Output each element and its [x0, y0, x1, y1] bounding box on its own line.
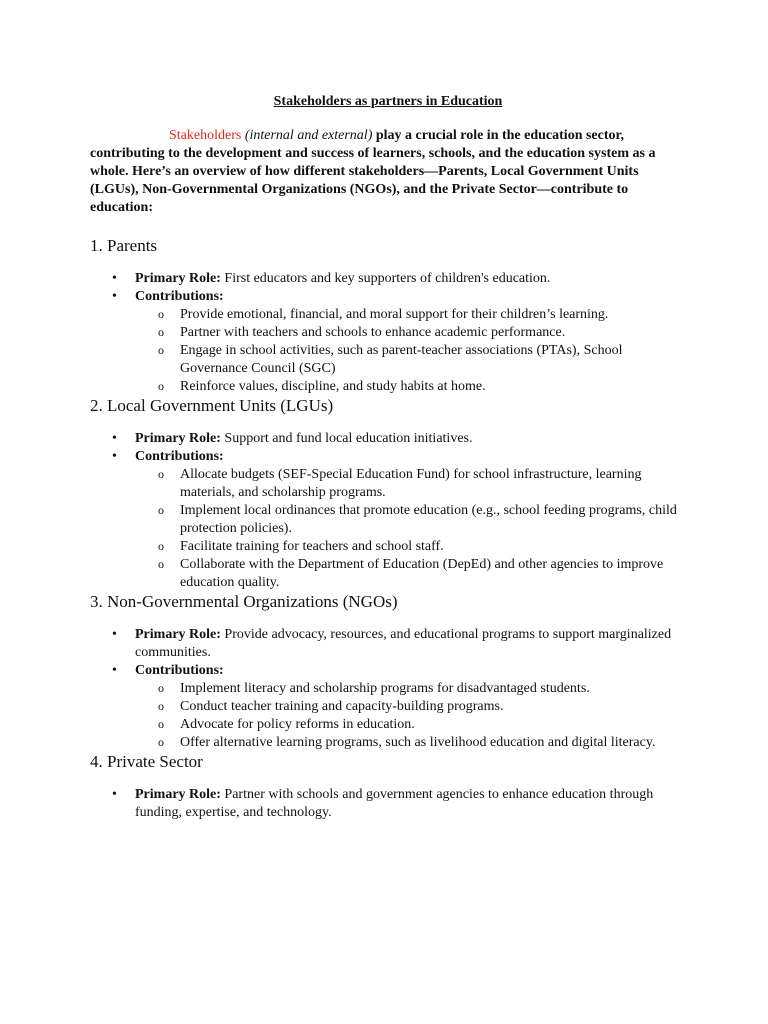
- document-title: Stakeholders as partners in Education: [273, 94, 503, 109]
- list-item-text: Conduct teacher training and capacity-building programs.: [180, 699, 504, 714]
- list-item: o Provide emotional, financial, and moral support for their children’s learning.: [90, 306, 680, 324]
- list-item: o Collaborate with the Department of Education (DepEd) and other agencies to improve education quality.: [90, 556, 680, 592]
- contributions-list: [135, 680, 680, 752]
- intro-paragraph: [90, 127, 680, 217]
- list-item: o Advocate for policy reforms in education.: [90, 716, 680, 734]
- primary-role-text: Partner with schools and government agencies to enhance education through funding, expertise, and technology.: [135, 787, 654, 820]
- primary-role-item: • Primary Role: First educators and key supporters of children's education.: [112, 271, 551, 286]
- contributions-label: Contributions:: [135, 289, 224, 304]
- section-list-private-sector: [90, 786, 680, 822]
- list-item-text: Implement local ordinances that promote education (e.g., school feeding programs, child protection policies).: [180, 503, 677, 536]
- list-item-text: Advocate for policy reforms in education.: [180, 717, 415, 732]
- contributions-list: [135, 306, 680, 396]
- primary-role-text: Support and fund local education initiatives.: [220, 431, 473, 446]
- list-item-text: Reinforce values, discipline, and study habits at home.: [180, 379, 486, 394]
- list-item: o Offer alternative learning programs, such as livelihood education and digital literacy.: [90, 734, 680, 752]
- primary-role-item: • Primary Role: Provide advocacy, resources, and educational programs to support marginalized communities.: [112, 627, 672, 660]
- primary-role-text: First educators and key supporters of children's education.: [220, 271, 551, 286]
- list-item: o Conduct teacher training and capacity-building programs.: [90, 698, 680, 716]
- intro-internal-external: (internal and external): [244, 128, 373, 143]
- list-item-text: Allocate budgets (SEF-Special Education Fund) for school infrastructure, learning materials, and scholarship programs.: [180, 467, 642, 500]
- section-heading-private-sector: 4. Private Sector: [90, 752, 203, 771]
- list-item: o Partner with teachers and schools to enhance academic performance.: [90, 324, 680, 342]
- list-item-text: Facilitate training for teachers and school staff.: [180, 539, 444, 554]
- list-item-text: Offer alternative learning programs, such as livelihood education and digital literacy.: [180, 735, 656, 750]
- section-heading-ngos: 3. Non-Governmental Organizations (NGOs): [90, 592, 398, 611]
- primary-role-label: Primary Role:: [135, 431, 221, 446]
- list-item: o Implement literacy and scholarship programs for disadvantaged students.: [90, 680, 680, 698]
- list-item-text: Collaborate with the Department of Education (DepEd) and other agencies to improve education quality.: [180, 557, 664, 590]
- contributions-label: Contributions:: [135, 663, 224, 678]
- list-item-text: Provide emotional, financial, and moral support for their children’s learning.: [180, 307, 609, 322]
- primary-role-text: Provide advocacy, resources, and educational programs to support marginalized communities.: [135, 627, 672, 660]
- primary-role-item: • Primary Role: Partner with schools and government agencies to enhance education through funding, expertise, and technology.: [112, 787, 654, 820]
- intro-stakeholders: Stakeholders: [169, 128, 242, 143]
- list-item: o Facilitate training for teachers and school staff.: [90, 538, 680, 556]
- list-item-text: Partner with teachers and schools to enhance academic performance.: [180, 325, 566, 340]
- section-heading-parents: 1. Parents: [90, 236, 158, 255]
- contributions-item: • Contributions: o Implement literacy and scholarship programs for disadvantaged students. o Conduct teacher training and capacity-building programs. o Advocate for policy reforms in education. o Offer alternative learning programs, such as livelihood education and digital literacy.: [90, 662, 680, 752]
- intro-rest: play a crucial role in the education sector, contributing to the development and success of learners, schools, and the education system as a whole. Here’s an overview of how different stakeholders—Parents, Local Government Units (LGUs), Non-Governmental Organizations (NGOs), and the Private Sector—contribute to education:: [90, 128, 656, 215]
- primary-role-label: Primary Role:: [135, 627, 221, 642]
- primary-role-label: Primary Role:: [135, 787, 221, 802]
- list-item: o Reinforce values, discipline, and study habits at home.: [90, 378, 680, 396]
- contributions-list: [135, 466, 680, 592]
- contributions-item: • Contributions: o Provide emotional, financial, and moral support for their children’s learning. o Partner with teachers and schools to enhance academic performance. o Engage in school activities, such as parent-teacher associations (PTAs), School Governance Council (SGC) o Reinforce values, discipline, and study habits at home.: [90, 288, 680, 396]
- list-item: o Engage in school activities, such as parent-teacher associations (PTAs), School Governance Council (SGC): [90, 342, 680, 378]
- list-item: o Allocate budgets (SEF-Special Education Fund) for school infrastructure, learning materials, and scholarship programs.: [90, 466, 680, 502]
- contributions-item: • Contributions: o Allocate budgets (SEF-Special Education Fund) for school infrastructure, learning materials, and scholarship programs. o Implement local ordinances that promote education (e.g., school feeding programs, child protection policies). o Facilitate training for teachers and school staff. o Collaborate with the Department of Education (DepEd) and other agencies to improve education quality.: [90, 448, 680, 592]
- primary-role-label: Primary Role:: [135, 271, 221, 286]
- section-list-parents: [90, 270, 680, 396]
- contributions-label: Contributions:: [135, 449, 224, 464]
- section-list-ngos: [90, 626, 680, 752]
- primary-role-item: • Primary Role: Support and fund local education initiatives.: [112, 431, 473, 446]
- section-list-lgus: [90, 430, 680, 592]
- section-heading-lgus: 2. Local Government Units (LGUs): [90, 396, 334, 415]
- list-item: o Implement local ordinances that promote education (e.g., school feeding programs, child protection policies).: [90, 502, 680, 538]
- list-item-text: Implement literacy and scholarship programs for disadvantaged students.: [180, 681, 590, 696]
- document-body: [90, 93, 680, 822]
- list-item-text: Engage in school activities, such as parent-teacher associations (PTAs), School Governance Council (SGC): [180, 343, 623, 376]
